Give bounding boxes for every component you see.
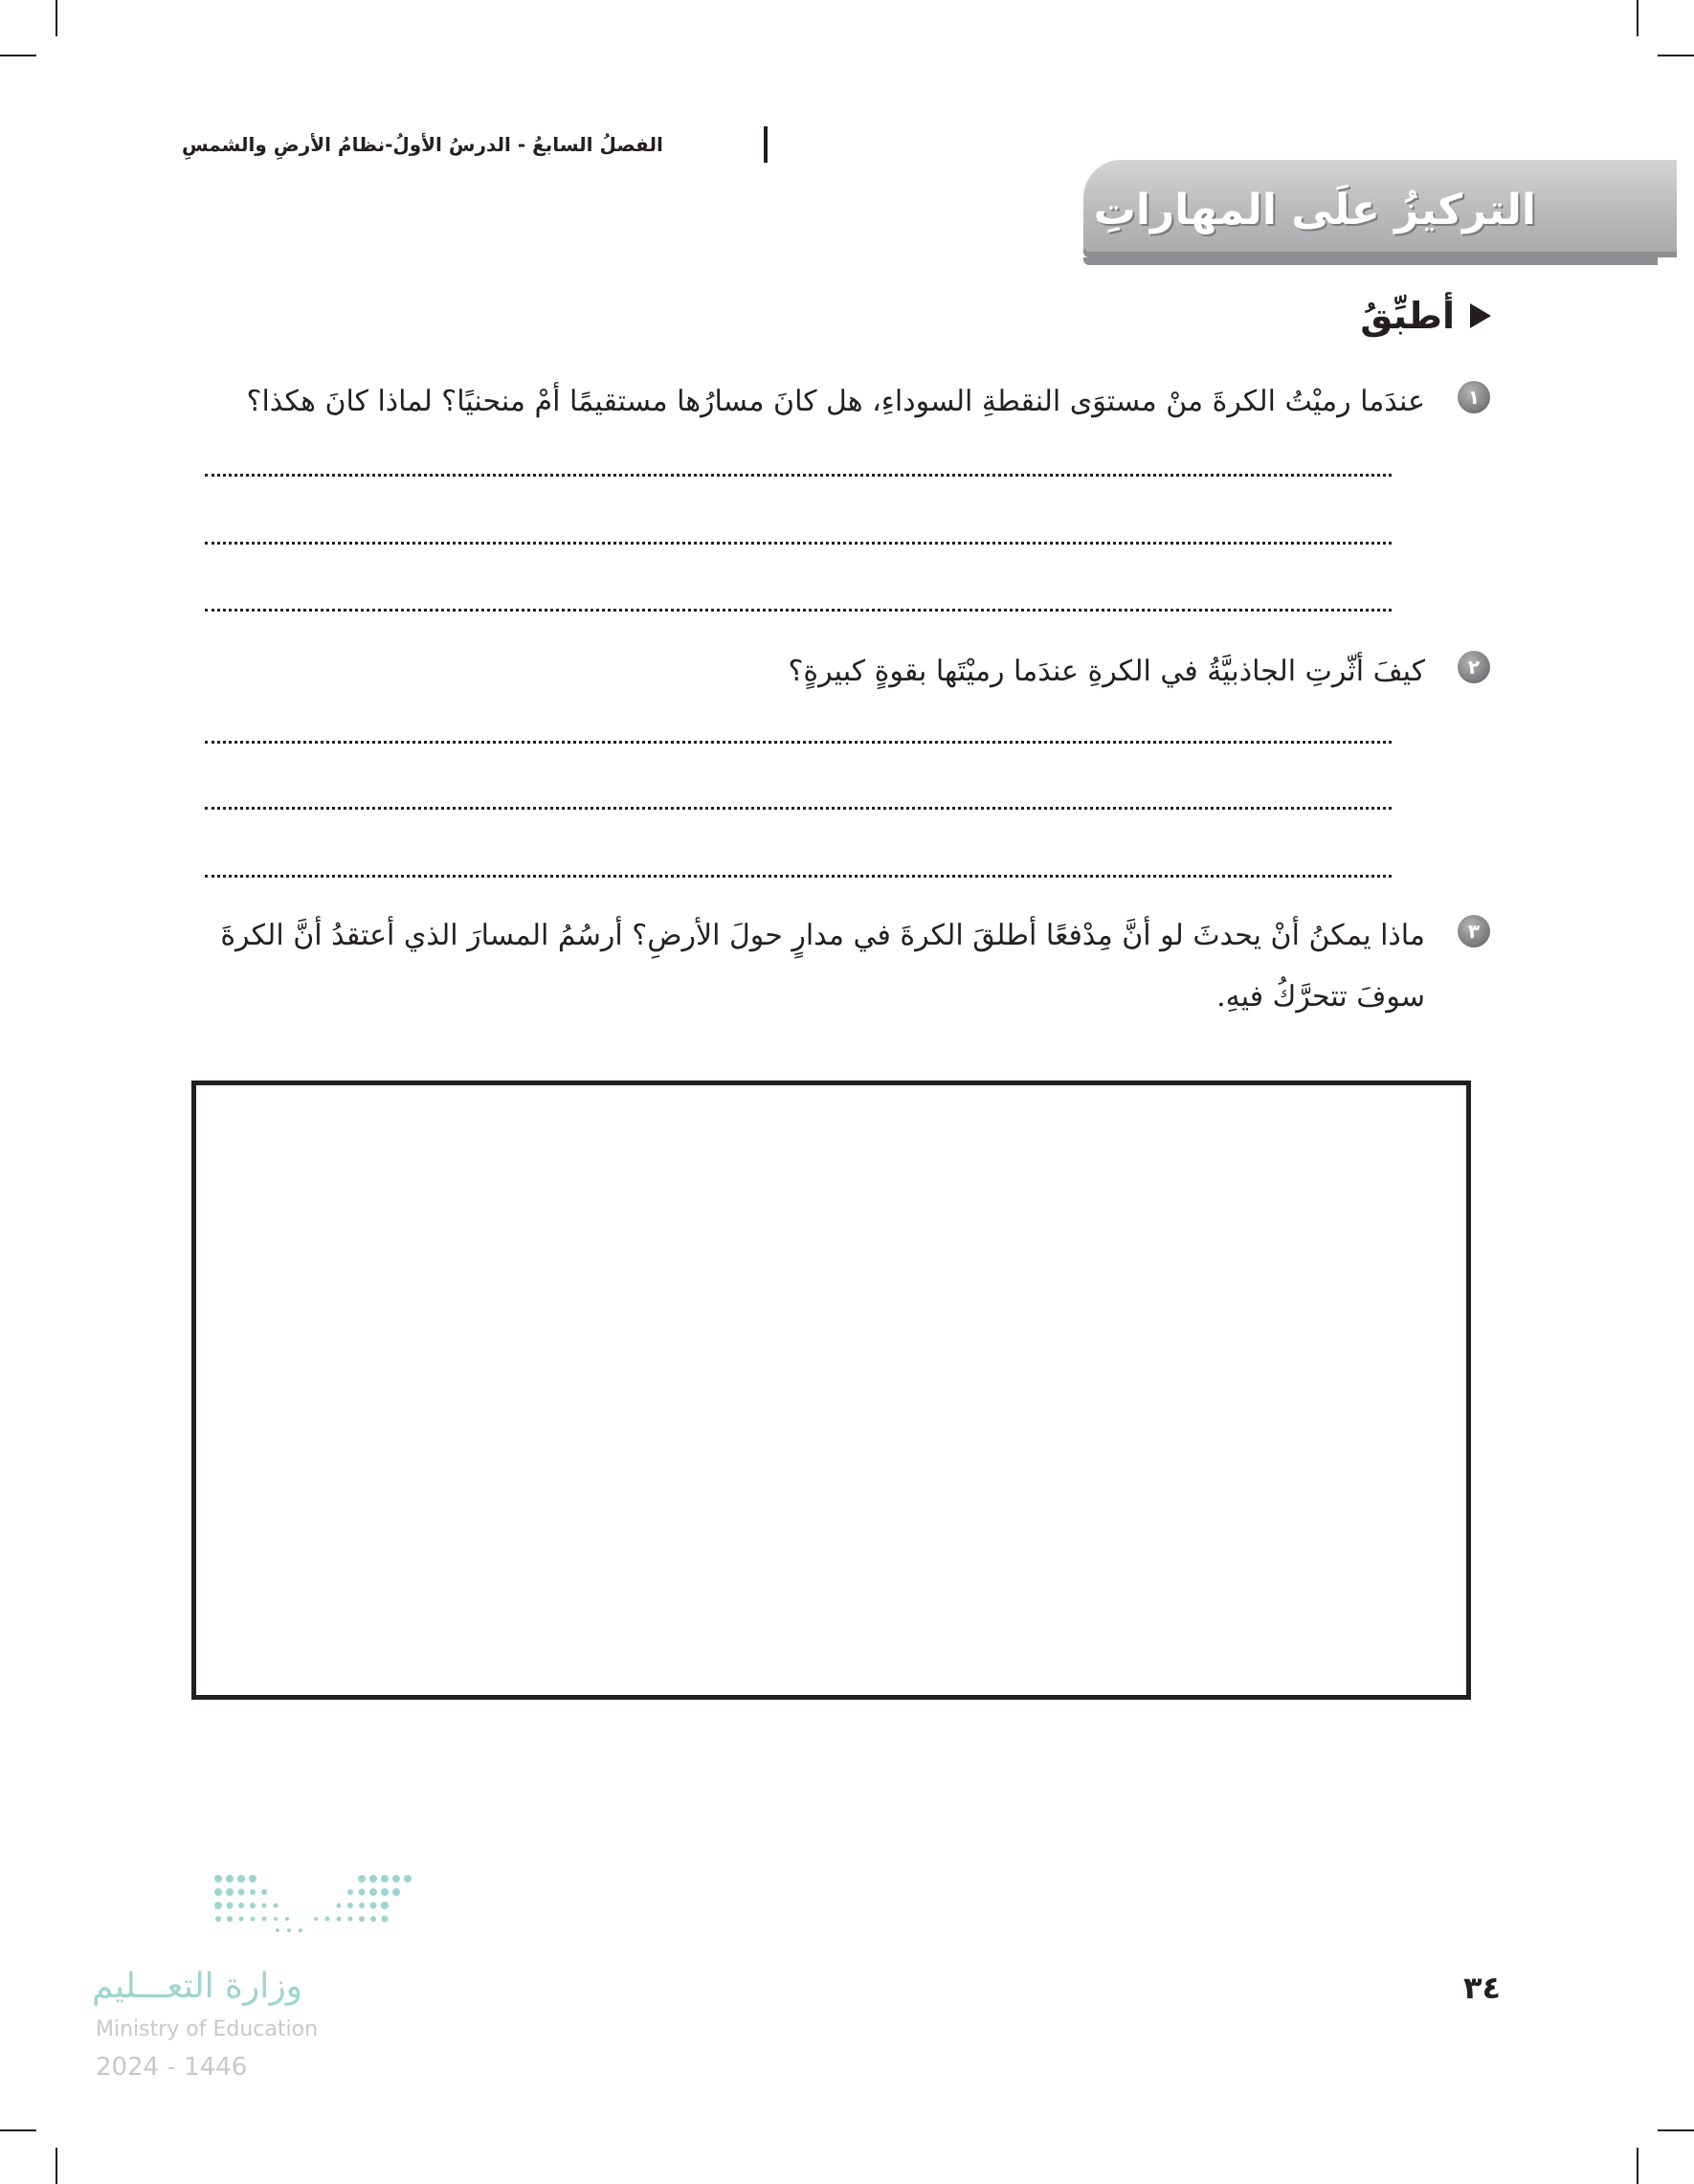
question-number-badge: ٢ <box>1458 651 1490 683</box>
crop-mark <box>1658 2129 1694 2131</box>
section-heading-text: أطبِّقُ <box>1360 295 1455 337</box>
ministry-logo-icon <box>211 1871 450 1948</box>
breadcrumb-text: الفصلُ السابعُ - الدرسُ الأولُ-نظامُ الأرضِ والشمسِ <box>182 133 663 156</box>
page-number: ٣٤ <box>1462 1970 1501 2006</box>
answer-line[interactable] <box>205 875 1392 878</box>
question-text: ماذا يمكنُ أنْ يحدثَ لو أنَّ مِدْفعًا أطلقَ الكرةَ في مدارٍ حولَ الأرضِ؟ أرسُمُ المسارَ الذي أعتقدُ أنَّ الكرةَ سوفَ تتحرَّكُ فيهِ. <box>220 919 1425 1014</box>
triangle-bullet-icon <box>1470 303 1491 328</box>
section-heading <box>1360 287 1491 345</box>
breadcrumb-divider <box>764 126 768 163</box>
question-number-badge: ٣ <box>1458 915 1490 947</box>
crop-mark <box>56 0 57 36</box>
banner-shadow <box>1083 257 1658 265</box>
crop-mark <box>0 2129 36 2131</box>
answer-line[interactable] <box>205 542 1392 545</box>
ministry-name-arabic: وزارة التعـــليم <box>92 1967 303 2006</box>
question-text: كيفَ أثّرتِ الجاذبيَّةُ في الكرةِ عندَما رميْتَها بقوةٍ كبيرةٍ؟ <box>788 655 1425 688</box>
drawing-area[interactable] <box>191 1081 1471 1700</box>
crop-mark <box>56 2148 57 2184</box>
edition-year: 2024 - 1446 <box>96 2053 248 2082</box>
crop-mark <box>1637 0 1638 36</box>
question-number-badge: ١ <box>1458 381 1490 413</box>
crop-mark <box>0 55 36 56</box>
crop-mark <box>1658 55 1694 56</box>
ministry-name-english: Ministry of Education <box>96 2017 319 2041</box>
answer-line[interactable] <box>205 474 1392 477</box>
breadcrumb <box>182 123 756 167</box>
question-3 <box>219 905 1490 1028</box>
question-text: عندَما رميْتُ الكرةَ منْ مستوَى النقطةِ السوداءِ، هل كانَ مسارُها مستقيمًا أمْ منحنيًا؟ لماذا كانَ هكذا؟ <box>246 385 1425 418</box>
banner-title: التركيزُ علَى المهاراتِ <box>1093 186 1536 234</box>
answer-line[interactable] <box>205 741 1392 744</box>
answer-line[interactable] <box>205 807 1392 810</box>
question-2 <box>219 641 1490 702</box>
crop-mark <box>1637 2148 1638 2184</box>
question-1 <box>219 371 1490 433</box>
answer-line[interactable] <box>205 609 1392 612</box>
